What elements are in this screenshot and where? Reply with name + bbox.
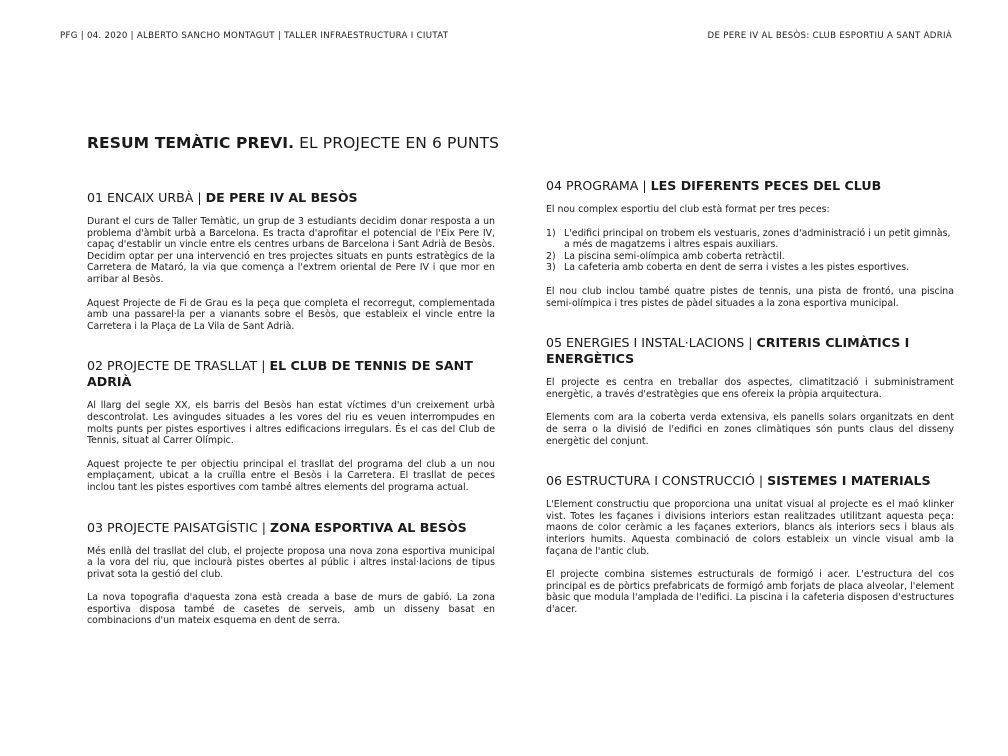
list-item-number: 2)	[546, 250, 556, 262]
section-03-heading	[87, 520, 495, 536]
page-title	[87, 134, 499, 152]
section-03-paragraph-2: La nova topografia d'aquesta zona està creada a base de murs de gabió. La zona esportiva disposa també de casetes de serveis, amb un disseny basat en combinacions d'un mateix esquema en dent de serra.	[87, 592, 495, 627]
section-05-heading-bold: CRITERIS CLIMÀTICS I ENERGÈTICS	[546, 335, 910, 367]
section-01-paragraph-1: Durant el curs de Taller Temàtic, un grup de 3 estudiants decidim donar resposta a un problema d'àmbit urbà a Barcelona. Es tracta d'aprofitar el potencial de l'Eix Pere IV, capaç d'establir un vincle entre els centres urbans de Barcelona i Sant Adrià de Besòs. Decidim optar per una intervenció en tres projectes situats en punts estratègics de la Carretera de Mataró, la via que comença a l'extrem oriental de Pere IV i que mor en arribar al Besòs.	[87, 216, 495, 285]
section-06-heading-light: 06 ESTRUCTURA I CONSTRUCCIÓ |	[546, 473, 768, 489]
section-03-heading-bold: ZONA ESPORTIVA AL BESÒS	[270, 519, 467, 535]
section-01	[87, 190, 495, 332]
list-item-text: La cafeteria amb coberta en dent de serra i vistes a les pistes esportives.	[564, 262, 910, 274]
section-04-paragraph-2: El nou club inclou també quatre pistes de tennis, una pista de frontó, una piscina semi-olímpica i tres pistes de pàdel situades a la zona esportiva municipal.	[546, 285, 954, 309]
list-item-number: 3)	[546, 262, 556, 274]
list-item	[546, 262, 954, 274]
section-02-paragraph-1: Al llarg del segle XX, els barris del Besòs han estat víctimes d'un creixement urbà descontrolat. Les avingudes situades a les vores del riu es veuen interrompudes en molts punts per pistes esportives i altres edificacions irregulars. És el cas del Club de Tennis, situat al Carrer Olímpic.	[87, 400, 495, 447]
page-title-bold: RESUM TEMÀTIC PREVI.	[87, 134, 295, 152]
section-01-heading-light: 01 ENCAIX URBÀ |	[87, 190, 206, 205]
section-04-heading	[546, 178, 954, 194]
running-header-right: DE PERE IV AL BESÒS: CLUB ESPORTIU A SANT ADRIÀ	[707, 31, 952, 41]
section-04-heading-bold: LES DIFERENTS PECES DEL CLUB	[650, 178, 882, 193]
section-03-heading-light: 03 PROJECTE PAISATGÍSTIC |	[87, 519, 270, 535]
section-06	[546, 473, 954, 615]
section-04-paragraph-1: El nou complex esportiu del club està format per tres peces:	[546, 204, 830, 215]
section-01-heading	[87, 190, 495, 206]
list-item-text: La piscina semi-olímpica amb coberta retràctil.	[564, 250, 785, 262]
program-list	[546, 228, 954, 274]
section-02-heading-light: 02 PROJECTE DE TRASLLAT |	[87, 358, 270, 374]
section-05-heading	[546, 335, 954, 367]
list-item-number: 1)	[546, 227, 556, 239]
section-03-paragraph-1: Més enllà del trasllat del club, el projecte proposa una nova zona esportiva municipal a la vora del riu, que inclourà pistes obertes al públic i altres instal·lacions de tipus privat sota la gestió del club.	[87, 545, 495, 580]
section-01-paragraph-2: Aquest Projecte de Fi de Grau es la peça que completa el recorregut, complementada amb una passarel·la per a vianants sobre el Besòs, que estableix el vincle entre la Carretera i la Plaça de La Vila de Sant Adrià.	[87, 297, 495, 332]
section-06-paragraph-1: L'Element constructiu que proporciona una unitat visual al projecte es el maó klinker vist. Totes les façanes i divisions interiors estan realitzades utilitzant aquesta peça: maons de color ceràmic a les façanes exteriors, blancs als interiors secs i blaus als interiors humits. Aquesta combinació de colors estableix un vincle visual amb la façana de l'antic club.	[546, 499, 954, 557]
section-01-heading-bold: DE PERE IV AL BESÒS	[205, 190, 358, 205]
section-05-heading-light: 05 ENERGIES I INSTAL·LACIONS |	[546, 335, 757, 351]
section-04-heading-light: 04 PROGRAMA |	[546, 178, 651, 193]
section-06-paragraph-2: El projecte combina sistemes estructurals de formigó i acer. L'estructura del cos principal es de pòrtics prefabricats de formigó amb forjats de placa alveolar, l'element bàsic que modula l'amplada de l'edifici. La piscina i la cafeteria disposen d'estructures d'acer.	[546, 569, 954, 615]
right-column	[546, 178, 954, 641]
left-column	[87, 190, 495, 653]
page-title-light: EL PROJECTE EN 6 PUNTS	[294, 134, 500, 152]
section-05-paragraph-2: Elements com ara la coberta verda extensiva, els panells solars organitzats en dent de serra o la divisió de l'edifici en zones climàtiques són punts claus del disseny energètic del conjunt.	[546, 412, 954, 447]
section-02	[87, 358, 495, 493]
section-02-heading	[87, 358, 495, 390]
section-03	[87, 520, 495, 628]
running-header-left: PFG | 04. 2020 | ALBERTO SANCHO MONTAGUT | TALLER INFRAESTRUCTURA I CIUTAT	[60, 31, 449, 41]
section-02-heading-bold: EL CLUB DE TENNIS DE SANT ADRIÀ	[87, 358, 473, 390]
section-06-heading-bold: SISTEMES I MATERIALS	[767, 473, 931, 489]
list-item	[546, 228, 954, 251]
section-05	[546, 335, 954, 447]
section-02-paragraph-2: Aquest projecte te per objectiu principal el trasllat del programa del club a un nou emplaçament, ubicat a la cruïlla entre el Besòs i la Carretera. El trasllat de peces inclou tant les pistes esportives com també altres elements del programa actual.	[87, 458, 495, 493]
list-item	[546, 251, 954, 263]
section-04	[546, 178, 954, 309]
section-05-paragraph-1: El projecte es centra en treballar dos aspectes, climatització i subministrament energètic, a través d'estratègies que ens ofereix la pròpia arquitectura.	[546, 377, 954, 400]
section-06-heading	[546, 473, 954, 489]
list-item-text: L'edifici principal on trobem els vestuaris, zones d'administració i un petit gimnàs, a més de magatzems i altres espais auxiliars.	[564, 227, 951, 251]
